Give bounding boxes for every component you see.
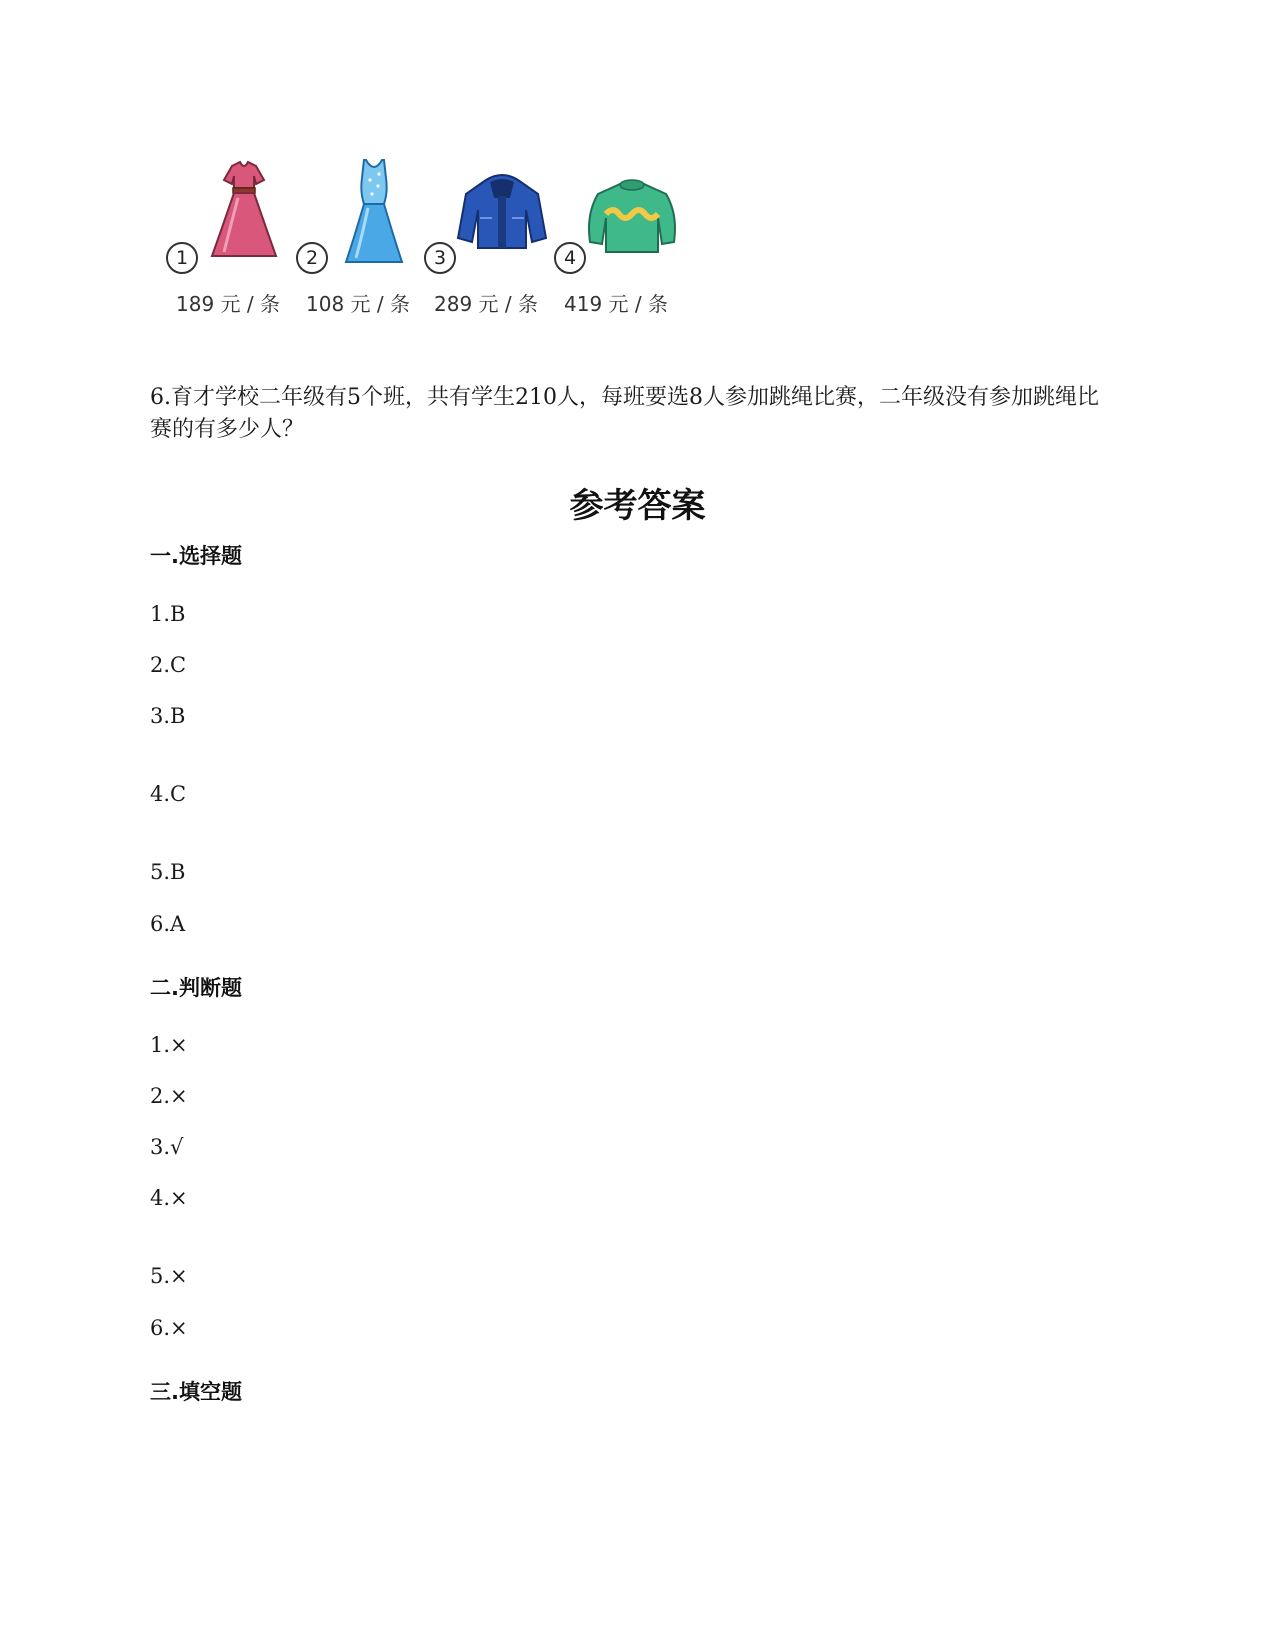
answer-item: 6.A <box>150 912 186 936</box>
jacket-icon <box>452 158 552 258</box>
answer-item: 6.× <box>150 1316 188 1340</box>
answer-item: 4.C <box>150 782 187 806</box>
section-heading-choice: 一.选择题 <box>150 544 242 568</box>
clothing-item-4 <box>548 158 683 318</box>
item-number-badge: 3 <box>424 242 456 274</box>
answer-item: 3.B <box>150 704 186 728</box>
item-number-badge: 2 <box>296 242 328 274</box>
clothing-item-3 <box>418 158 553 318</box>
item-number-badge: 4 <box>554 242 586 274</box>
answer-item: 5.B <box>150 860 186 884</box>
section-heading-fill-in: 三.填空题 <box>150 1380 242 1404</box>
answer-item: 3.√ <box>150 1135 184 1159</box>
item-price: 419 元 / 条 <box>564 292 668 316</box>
item-price: 289 元 / 条 <box>434 292 538 316</box>
blue-dress-icon <box>324 158 424 268</box>
item-number-badge: 1 <box>166 242 198 274</box>
clothing-item-1 <box>160 158 295 318</box>
section-heading-judgement: 二.判断题 <box>150 976 242 1000</box>
clothing-price-strip <box>160 158 700 318</box>
answer-item: 1.× <box>150 1033 188 1057</box>
red-dress-icon <box>194 158 294 266</box>
answer-item: 4.× <box>150 1186 188 1210</box>
answer-item: 2.C <box>150 653 187 677</box>
question-6: 6.育才学校二年级有5个班，共有学生210人，每班要选8人参加跳绳比赛，二年级没有参加跳绳比赛的有多少人？ <box>150 385 1099 442</box>
answer-item: 2.× <box>150 1084 188 1108</box>
clothing-item-2 <box>290 158 425 318</box>
answer-title: 参考答案 <box>569 486 706 526</box>
sweater-icon <box>582 158 682 258</box>
item-price: 189 元 / 条 <box>176 292 280 316</box>
answer-item: 5.× <box>150 1264 188 1288</box>
item-price: 108 元 / 条 <box>306 292 410 316</box>
answer-item: 1.B <box>150 602 186 626</box>
